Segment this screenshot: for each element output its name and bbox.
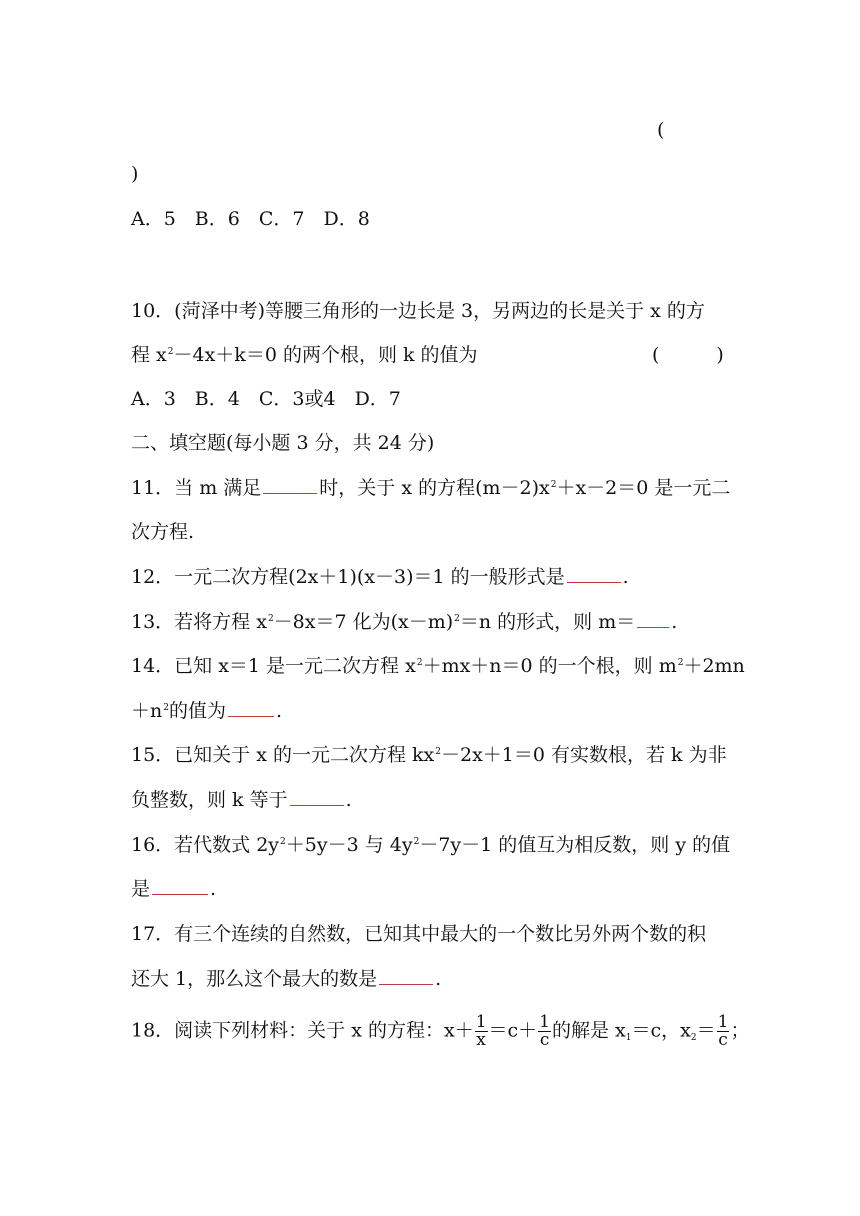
q16-text: －7y－1 的值互为相反数，则 y 的值: [419, 834, 731, 856]
q15-line1: [131, 742, 727, 768]
q14-text: 14．已知 x＝1 是一元二次方程 x: [131, 655, 416, 677]
q10-options: A．3 B．4 C．3或4 D．7: [131, 388, 401, 410]
q14-text: ＋2mn: [683, 655, 745, 677]
fraction-denominator: c: [539, 1030, 550, 1050]
q12-text: 12．一元二次方程(2x＋1)(x－3)＝1 的一般形式是: [131, 566, 565, 588]
superscript: 2: [454, 614, 460, 624]
q16-text: 16．若代数式 2y: [131, 834, 280, 856]
answer-blank[interactable]: [567, 564, 621, 583]
q13-text: .: [671, 611, 678, 633]
q11-text: ＋x－2＝0 是一元二: [556, 477, 731, 499]
superscript: 2: [435, 747, 441, 757]
q17-text: 还大 1，那么这个最大的数是: [131, 968, 378, 990]
q18-text: ；: [730, 1019, 750, 1042]
subscript: 2: [690, 1033, 697, 1043]
answer-blank[interactable]: [379, 966, 433, 985]
q14-text: .: [276, 700, 283, 722]
q18-text: ＝c＋: [488, 1019, 538, 1042]
superscript: 2: [550, 480, 557, 490]
superscript: 2: [416, 658, 423, 668]
q15-text: －2x＋1＝0 有实数根，若 k 为非: [440, 744, 727, 766]
q17-line2: [131, 966, 441, 992]
fraction: [717, 1014, 730, 1049]
q18-line: [131, 1014, 749, 1049]
q15-line2: [131, 787, 352, 813]
section-heading: 二、填空题(每小题 3 分，共 24 分): [131, 432, 435, 454]
q16-text: ＋5y－3 与 4y: [285, 834, 413, 856]
q10-answer-paren: ( ): [652, 344, 724, 366]
superscript: 2: [280, 837, 286, 847]
answer-paren-close: ): [131, 163, 139, 185]
q13-text: 13．若将方程 x: [131, 611, 267, 633]
answer-blank[interactable]: [290, 787, 344, 806]
q18-text: ＝: [696, 1019, 716, 1042]
q12-text: .: [622, 566, 629, 588]
superscript: 2: [677, 658, 684, 668]
answer-blank[interactable]: [637, 609, 669, 628]
q11-line1: [131, 475, 730, 501]
q15-text: 负整数，则 k 等于: [131, 789, 288, 811]
q16-line2: [131, 876, 216, 902]
fraction: [538, 1014, 551, 1049]
q9-options: A．5 B．6 C．7 D．8: [131, 208, 370, 230]
q15-text: .: [345, 789, 352, 811]
q14-line1: [131, 653, 745, 679]
fraction-denominator: x: [476, 1030, 486, 1050]
answer-blank[interactable]: [228, 698, 274, 717]
superscript: 2: [413, 837, 420, 847]
fraction-denominator: c: [718, 1030, 728, 1050]
q17-line1: 17．有三个连续的自然数，已知其中最大的一个数比另外两个数的积: [131, 923, 707, 945]
fraction-numerator: 1: [717, 1012, 729, 1032]
superscript: 2: [167, 347, 174, 357]
answer-blank[interactable]: [152, 876, 208, 895]
subscript: 1: [625, 1033, 632, 1043]
q16-text: .: [210, 878, 217, 900]
answer-paren-open: (: [657, 119, 665, 141]
q13-text: －8x＝7 化为(x－m): [273, 611, 454, 633]
fraction-numerator: 1: [539, 1012, 550, 1032]
q13-text: ＝n 的形式，则 m＝: [459, 611, 636, 633]
fraction-numerator: 1: [475, 1012, 487, 1032]
q17-text: .: [435, 968, 442, 990]
q16-line1: [131, 832, 730, 858]
q14-text: ＋n: [131, 700, 163, 722]
q14-line2: [131, 698, 282, 724]
q10-text: －4x＋k＝0 的两个根，则 k 的值为: [173, 344, 478, 366]
q10-line1: 10．(菏泽中考)等腰三角形的一边长是 3，另两边的长是关于 x 的方: [131, 300, 705, 322]
q10-line2: [131, 342, 478, 368]
q18-text: ＝c，x: [631, 1019, 691, 1042]
q14-text: 的值为: [168, 700, 226, 722]
q18-text: 18．阅读下列材料：关于 x 的方程：x＋: [131, 1019, 474, 1042]
superscript: 2: [267, 614, 274, 624]
q11-text: 时，关于 x 的方程(m－2)x: [319, 477, 550, 499]
q12-line: [131, 564, 629, 590]
q11-text: 11．当 m 满足: [131, 477, 262, 499]
q10-text: 程 x: [131, 344, 167, 366]
fraction: [475, 1014, 488, 1049]
answer-blank[interactable]: [263, 475, 317, 494]
q16-text: 是: [131, 878, 151, 900]
q15-text: 15．已知关于 x 的一元二次方程 kx: [131, 744, 435, 766]
superscript: 2: [163, 703, 169, 713]
q11-line2: 次方程.: [131, 521, 195, 543]
q14-text: ＋mx＋n＝0 的一个根，则 m: [422, 655, 677, 677]
q18-text: 的解是 x: [552, 1019, 626, 1042]
q13-line: [131, 609, 677, 635]
